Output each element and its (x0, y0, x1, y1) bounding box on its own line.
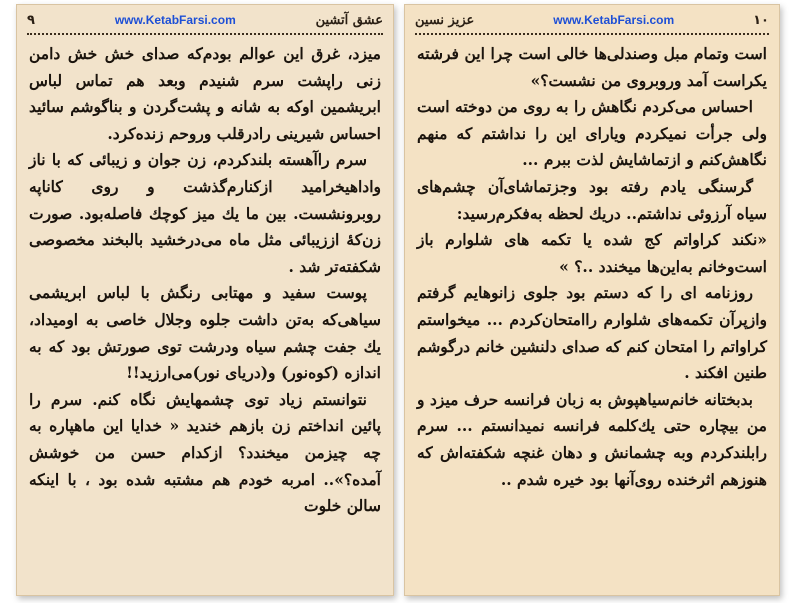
paragraph: روزنامه ای را که دستم بود جلوی زانوهایم گرفتم وازپرآن تکمه‌های شلوارم راامتحان‌کردم ... میخواستم کراواتم را امتحان کنم که صدای دلنشین خانم درگوشم طنین افکند . (417, 283, 767, 383)
page-body (417, 41, 767, 589)
author-name: عزیز نسین (415, 12, 475, 28)
header-divider (27, 33, 383, 35)
paragraph: گرسنگی یادم رفته بود وجزتماشای‌آن چشم‌های سیاه آرزوئی نداشتم.. دریك لحظه به‌فکرم‌رسید: (417, 176, 767, 223)
paragraph: نتوانستم زیاد توی چشمهایش نگاه کنم. سرم را پائین انداختم زن بازهم خندید « خدایا این ماهپاره به چه چیزمن میخندد؟ ازکدام حسن من خوشش آمده؟».. امربه خودم هم مشتبه شده بود ، با اینکه سالن خلوت (29, 389, 381, 516)
page-number: ١٠ (753, 12, 769, 28)
paragraph: است وتمام مبل وصندلی‌ها خالی است چرا این فرشته یکراست آمد وروبروی من نشست؟» (417, 44, 767, 90)
paragraph: «نکند کراواتم کج شده یا تکمه های شلوارم باز است‌وخانم به‌این‌ها میخندد ..؟ » (417, 230, 767, 276)
website-url: www.KetabFarsi.com (553, 13, 675, 27)
paragraph: سرم راآهسته بلندکردم، زن جوان و زیبائی که با ناز واداهیخرامید ازکنارم‌گذشت و روی کاناپه روبرونشست. بین ما یك میز کوچك فاصله‌بود. صورت زن‌کهٔ اززیبائی مثل ماه می‌درخشید بالبخند مخصوصی شکفته‌تر شد . (29, 150, 381, 276)
book-page-left (16, 4, 394, 596)
paragraph: بدبختانه خانم‌سیاهپوش به زبان فرانسه حرف میزد و من بیچاره حتی یك‌کلمه فرانسه نمیدانستم ... سرم رابلندکردم وبه چشمانش و دهان غنچه شکفته‌اش که هنوزهم اثرخنده روی‌آنها بود خیره شدم .. (417, 389, 767, 489)
website-url: www.KetabFarsi.com (114, 13, 236, 27)
book-page-right (404, 4, 780, 596)
paragraph: میزد، غرق این عوالم بودم‌که صدای خش خش دامن زنی راپشت سرم شنیدم وبعد هم تماس لباس ابریشمین اوکه به شانه و پشت‌گردن و بناگوشم سائید احساس شیرینی رادرقلب وروحم زنده‌کرد. (29, 44, 381, 143)
header-divider (415, 33, 769, 35)
page-body (29, 41, 381, 589)
page-header (415, 9, 769, 31)
page-number: ٩ (27, 12, 35, 28)
book-title: عشق آتشین (315, 12, 383, 28)
paragraph: احساس می‌کردم نگاهش را به روی من دوخته است ولی جرأت نمیکردم ویارای این را نداشتم که منهم نگاهش‌کنم و ازتماشایش لذت ببرم ... (417, 97, 767, 170)
page-header (27, 9, 383, 31)
paragraph: پوست سفید و مهتابی رنگش با لباس ابریشمی سیاهی‌که به‌تن داشت جلوه وجلال خاصی به اومیداد، یك جفت چشم سیاه ودرشت توی صورتش بود که به اندازه (کوه‌نور) و(دریای نور)می‌ارزید!! (29, 283, 381, 383)
